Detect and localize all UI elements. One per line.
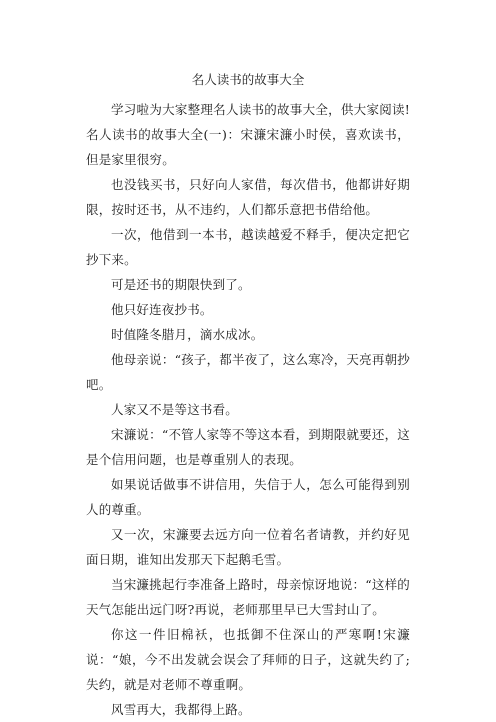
paragraph: 人家又不是等这书看。: [111, 402, 239, 417]
paragraph: 也没钱买书，只好向人家借，每次借书，他都讲好期限，按时还书，从不违约，人们都乐意把书借给他。: [86, 177, 410, 217]
document-body: [86, 97, 410, 722]
paragraph: 又一次，宋濂要去远方向一位着名者请教，并约好见面日期，谁知出发那天下起鹅毛雪。: [86, 527, 410, 567]
paragraph: 宋濂说：“不管人家等不等这本看，到期限就要还，这是个信用问题，也是尊重别人的表现。: [86, 427, 410, 467]
paragraph: 他只好连夜抄书。: [111, 302, 213, 317]
paragraph: 如果说话做事不讲信用，失信于人，怎么可能得到别人的尊重。: [86, 477, 410, 517]
paragraph: 你这一件旧棉袄，也抵御不住深山的严寒啊!宋濂说：“娘，今不出发就会误会了拜师的日子，这就失约了;失约，就是对老师不尊重啊。: [86, 627, 410, 692]
paragraph: 可是还书的期限快到了。: [111, 277, 251, 292]
paragraph: 他母亲说：“孩子，都半夜了，这么寒冷，天亮再朝抄吧。: [86, 352, 410, 392]
paragraph: 学习啦为大家整理名人读书的故事大全，供大家阅读!名人读书的故事大全(一)：宋濂宋濂小时侯，喜欢读书，但是家里很穷。: [86, 102, 410, 167]
paragraph: 时值隆冬腊月，滴水成冰。: [111, 327, 264, 342]
paragraph: 当宋濂挑起行李准备上路时，母亲惊讶地说：“这样的天气怎能出远门呀?再说，老师那里早已大雪封山了。: [86, 577, 410, 617]
paragraph: 一次，他借到一本书，越读越爱不释手，便决定把它抄下来。: [86, 227, 410, 267]
document-title: 名人读书的故事大全: [191, 72, 305, 87]
paragraph: 风雪再大，我都得上路。: [111, 702, 251, 717]
